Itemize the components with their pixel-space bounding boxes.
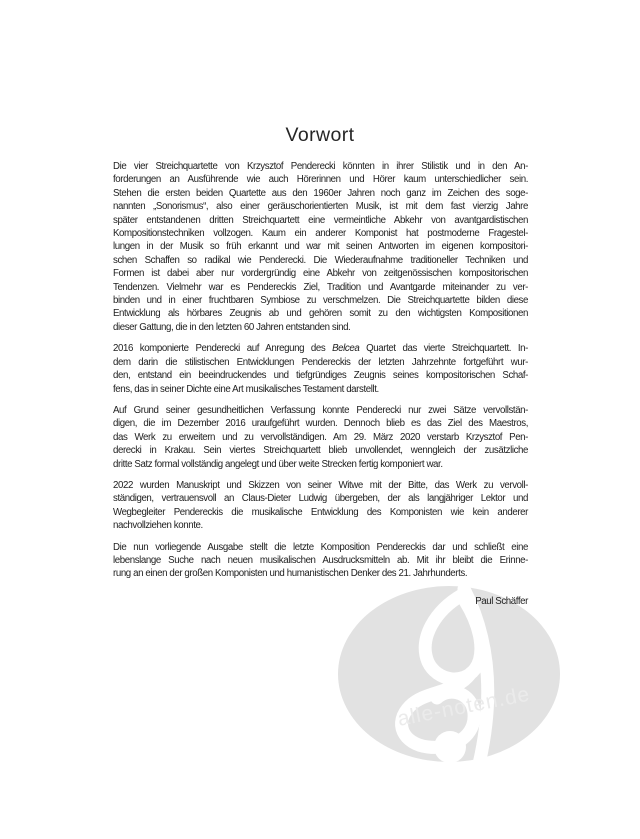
text-line: den, entstand ein beeindruckendes und tiefgründiges Zeugnis seines kompositorischen Schaf- bbox=[113, 370, 528, 382]
text-line: nachvollziehen konnte. bbox=[113, 520, 203, 532]
text-line: ständigen, vertrauensvoll an Claus-Dieter Ludwig übergeben, der als langjähriger Lektor und bbox=[113, 493, 528, 505]
page-title: Vorwort bbox=[285, 124, 355, 146]
text-line: Stehen die ersten beiden Quartette aus den 1960er Jahren noch ganz im Zeichen des soge- bbox=[113, 187, 528, 199]
text-line: dieser Gattung, die in den letzten 60 Jahren entstanden sind. bbox=[113, 321, 351, 333]
text-line: 2022 wurden Manuskript und Skizzen von seiner Witwe mit der Bitte, das Werk zu vervoll- bbox=[113, 479, 528, 491]
text-line: Tendenzen. Vielmehr war es Pendereckis Ziel, Tradition und Avantgarde miteinander zu ver- bbox=[113, 281, 528, 293]
watermark-text: alle-noten.de bbox=[395, 682, 533, 731]
text-line: dem darin die stilistischen Entwicklungen Pendereckis der letzten Jahrzehnte fortgeführt wur- bbox=[113, 356, 528, 368]
text-line: rung an einen der großen Komponisten und humanistischen Denker des 21. Jahrhunderts. bbox=[113, 568, 468, 580]
text-line: Kompositionstechniken vollzogen. Kaum ein anderer Komponist hat postmoderne Fragestel- bbox=[113, 228, 528, 240]
text-line: Wegbegleiter Pendereckis die musikalische Entwicklung des Komponisten wie kein anderer bbox=[113, 506, 528, 518]
text-line: das Werk zu erweitern und zu vervollständigen. Am 29. März 2020 verstarb Krzysztof Pen- bbox=[113, 431, 528, 443]
text-line: fens, das in seiner Dichte eine Art musikalisches Testament darstellt. bbox=[113, 383, 379, 395]
text-line: forderungen an Ausführende wie auch Hörerinnen und Hörer kaum unterschiedlicher sein. bbox=[113, 174, 528, 186]
text-line: digen, die im Dezember 2016 uraufgeführt wurden. Dennoch blieb es das Ziel des Maestros, bbox=[113, 418, 528, 430]
text-line: Entwicklung als hörbares Zeugnis ab und gehören somit zu den wichtigsten Kompositionen bbox=[113, 308, 528, 320]
text-line: binden und in einer fruchtbaren Symbiose zu verschmelzen. Die Streichquartette bilden diese bbox=[113, 295, 528, 307]
text-line: Auf Grund seiner gesundheitlichen Verfassung konnte Penderecki nur zwei Sätze vervollstän- bbox=[113, 404, 528, 416]
text-line: derecki in Krakau. Sein viertes Streichquartett blieb unvollendet, wenngleich der zusätzliche bbox=[113, 445, 528, 457]
text-line bbox=[113, 342, 528, 355]
text-line: später entstandenen dritten Streichquartett eine vermeintliche Abkehr von avantgardistischen bbox=[113, 214, 528, 226]
text-line: Die vier Streichquartette von Krzysztof Penderecki könnten in ihrer Stilistik und in den An- bbox=[113, 161, 528, 172]
text-line: dritte Satz formal vollständig angelegt und über weite Strecken fertig komponiert war. bbox=[113, 458, 443, 470]
signature: Paul Schäffer bbox=[475, 595, 528, 607]
text-line: Formen ist dabei aber nur vordergründig eine Abkehr von zeitgenössischen kompositorischen bbox=[113, 268, 528, 280]
text-line: lebenslange Suche nach neuen musikalischen Ausdrucksmitteln ab. Mit ihr bleibt die Erinne- bbox=[113, 554, 528, 566]
text-segment: Quartet das vierte Streichquartett. In- bbox=[359, 343, 528, 355]
paragraph-1 bbox=[113, 160, 528, 334]
text-line: lungen in der Musik so früh erkannt und war mit seinen Antworten im eigenen kompositori- bbox=[113, 241, 528, 253]
clef-dot bbox=[434, 731, 466, 762]
paragraph-4 bbox=[113, 479, 528, 533]
paragraph-2 bbox=[113, 342, 528, 396]
preface-text bbox=[113, 160, 528, 608]
belcea-italic: Belcea bbox=[332, 343, 360, 355]
paragraph-5 bbox=[113, 541, 528, 581]
text-line: Die nun vorliegende Ausgabe stellt die letzte Komposition Pendereckis dar und schließt eine bbox=[113, 541, 528, 553]
text-line: schen Schaffen so radikal wie Penderecki. Die Wiederaufnahme traditioneller Techniken und bbox=[113, 254, 528, 266]
treble-clef-watermark bbox=[338, 586, 560, 762]
text-line: nannten „Sonorismus“, also einer geräuschorientierten Musik, ist mit dem fast vierzig Jahre bbox=[113, 201, 528, 213]
text-segment: 2016 komponierte Penderecki auf Anregung des bbox=[113, 343, 333, 355]
paragraph-3 bbox=[113, 404, 528, 471]
